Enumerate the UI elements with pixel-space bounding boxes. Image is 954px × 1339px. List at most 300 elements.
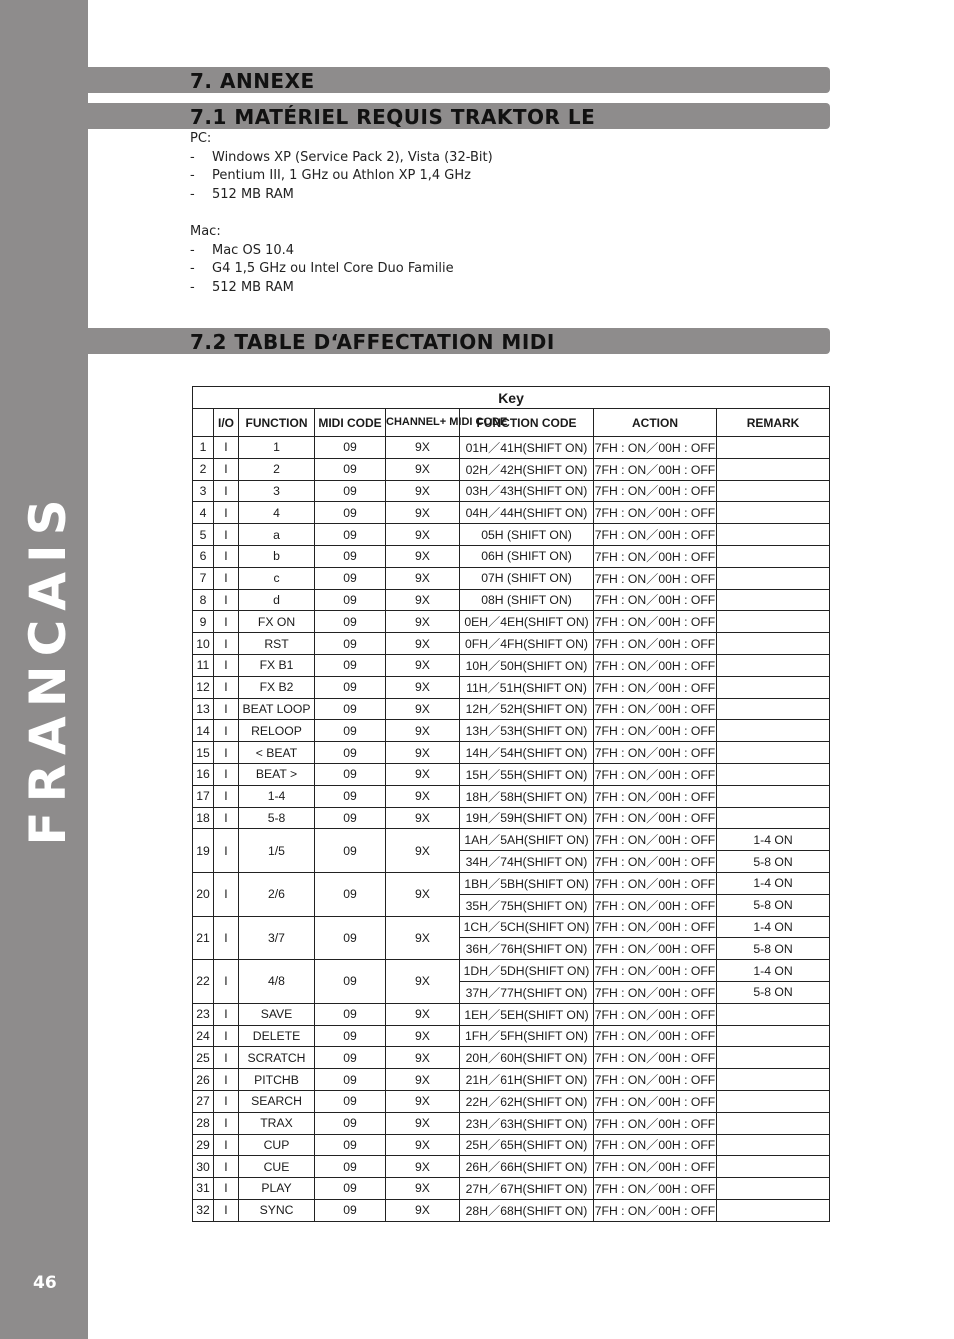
channel-code-cell: 9X — [386, 1156, 460, 1178]
midi-code-cell: 09 — [315, 480, 386, 502]
row-number-cell: 12 — [193, 676, 214, 698]
function-cell: 1/5 — [239, 829, 315, 873]
table-row — [193, 458, 830, 480]
row-number-cell: 1 — [193, 437, 214, 459]
table-header-row — [193, 409, 830, 437]
function-cell: TRAX — [239, 1112, 315, 1134]
function-code-cell: 22H／62H(SHIFT ON) — [460, 1090, 594, 1112]
table-row — [193, 524, 830, 546]
remark-cell — [717, 633, 830, 655]
remark-cell — [717, 1178, 830, 1200]
table-row — [193, 611, 830, 633]
table-row — [193, 1156, 830, 1178]
midi-code-cell: 09 — [315, 1134, 386, 1156]
action-cell: 7FH : ON／00H : OFF — [594, 829, 717, 851]
midi-code-cell: 09 — [315, 872, 386, 916]
action-cell: 7FH : ON／00H : OFF — [594, 1112, 717, 1134]
channel-code-cell: 9X — [386, 763, 460, 785]
row-number-cell: 20 — [193, 872, 214, 916]
function-code-cell: 1CH／5CH(SHIFT ON) — [460, 916, 594, 938]
io-cell: I — [214, 720, 239, 742]
function-code-cell: 11H／51H(SHIFT ON) — [460, 676, 594, 698]
remark-cell — [717, 763, 830, 785]
midi-code-cell: 09 — [315, 698, 386, 720]
function-code-cell: 27H／67H(SHIFT ON) — [460, 1178, 594, 1200]
action-cell: 7FH : ON／00H : OFF — [594, 720, 717, 742]
row-number-cell: 30 — [193, 1156, 214, 1178]
section-title: 7.2 TABLE D‘AFFECTATION MIDI — [190, 330, 555, 354]
mac-label: Mac: — [190, 224, 221, 239]
list-item: - G4 1,5 GHz ou Intel Core Duo Familie — [190, 261, 454, 277]
function-code-cell: 19H／59H(SHIFT ON) — [460, 807, 594, 829]
action-cell: 7FH : ON／00H : OFF — [594, 1199, 717, 1221]
function-cell: PITCHB — [239, 1069, 315, 1091]
midi-code-cell: 09 — [315, 545, 386, 567]
midi-code-cell: 09 — [315, 1025, 386, 1047]
remark-cell — [717, 589, 830, 611]
remark-cell: 5-8 ON — [717, 938, 830, 960]
remark-cell — [717, 611, 830, 633]
remark-cell — [717, 1047, 830, 1069]
remark-cell — [717, 545, 830, 567]
column-header: REMARK — [717, 409, 830, 437]
table-row — [193, 1069, 830, 1091]
action-cell: 7FH : ON／00H : OFF — [594, 502, 717, 524]
list-item: - Windows XP (Service Pack 2), Vista (32-Bit) — [190, 149, 493, 165]
action-cell: 7FH : ON／00H : OFF — [594, 981, 717, 1003]
remark-cell — [717, 1025, 830, 1047]
column-header: CHANNEL+ MIDI CODE — [386, 409, 460, 437]
row-number-cell: 19 — [193, 829, 214, 873]
function-cell: 4 — [239, 502, 315, 524]
function-cell: a — [239, 524, 315, 546]
list-item: - Mac OS 10.4 — [190, 242, 295, 258]
section-title: 7.1 MATÉRIEL REQUIS TRAKTOR LE — [190, 105, 596, 129]
function-code-cell: 28H／68H(SHIFT ON) — [460, 1199, 594, 1221]
row-number-cell: 3 — [193, 480, 214, 502]
midi-code-cell: 09 — [315, 1003, 386, 1025]
row-number-cell: 18 — [193, 807, 214, 829]
function-code-cell: 06H (SHIFT ON) — [460, 545, 594, 567]
action-cell: 7FH : ON／00H : OFF — [594, 1069, 717, 1091]
channel-code-cell: 9X — [386, 1178, 460, 1200]
function-cell: SEARCH — [239, 1090, 315, 1112]
channel-code-cell: 9X — [386, 829, 460, 873]
function-code-cell: 26H／66H(SHIFT ON) — [460, 1156, 594, 1178]
remark-cell — [717, 567, 830, 589]
io-cell: I — [214, 960, 239, 1004]
action-cell: 7FH : ON／00H : OFF — [594, 1134, 717, 1156]
function-code-cell: 07H (SHIFT ON) — [460, 567, 594, 589]
table-row — [193, 1047, 830, 1069]
table-row — [193, 960, 830, 982]
table-row — [193, 633, 830, 655]
row-number-cell: 32 — [193, 1199, 214, 1221]
action-cell: 7FH : ON／00H : OFF — [594, 742, 717, 764]
midi-code-cell: 09 — [315, 807, 386, 829]
remark-cell: 5-8 ON — [717, 894, 830, 916]
midi-code-cell: 09 — [315, 785, 386, 807]
pc-requirements — [190, 130, 493, 205]
io-cell: I — [214, 1003, 239, 1025]
midi-code-cell: 09 — [315, 567, 386, 589]
function-cell: DELETE — [239, 1025, 315, 1047]
channel-code-cell: 9X — [386, 589, 460, 611]
function-code-cell: 37H／77H(SHIFT ON) — [460, 981, 594, 1003]
function-cell: 1-4 — [239, 785, 315, 807]
table-row — [193, 1199, 830, 1221]
remark-cell — [717, 698, 830, 720]
table-row — [193, 437, 830, 459]
midi-code-cell: 09 — [315, 502, 386, 524]
io-cell: I — [214, 785, 239, 807]
function-cell: FX B1 — [239, 654, 315, 676]
function-cell: CUE — [239, 1156, 315, 1178]
column-header: ACTION — [594, 409, 717, 437]
remark-cell — [717, 1112, 830, 1134]
function-cell: SYNC — [239, 1199, 315, 1221]
remark-cell — [717, 1069, 830, 1091]
io-cell: I — [214, 1134, 239, 1156]
channel-code-cell: 9X — [386, 437, 460, 459]
list-item: - Pentium III, 1 GHz ou Athlon XP 1,4 GHz — [190, 168, 471, 184]
function-cell: d — [239, 589, 315, 611]
io-cell: I — [214, 1090, 239, 1112]
table-row — [193, 698, 830, 720]
function-cell: b — [239, 545, 315, 567]
channel-code-cell: 9X — [386, 916, 460, 960]
function-code-cell: 23H／63H(SHIFT ON) — [460, 1112, 594, 1134]
function-cell: RELOOP — [239, 720, 315, 742]
io-cell: I — [214, 829, 239, 873]
function-code-cell: 15H／55H(SHIFT ON) — [460, 763, 594, 785]
section-banner-midi-table — [88, 328, 830, 354]
io-cell: I — [214, 633, 239, 655]
column-header: FUNCTION — [239, 409, 315, 437]
function-code-cell: 35H／75H(SHIFT ON) — [460, 894, 594, 916]
midi-code-cell: 09 — [315, 1069, 386, 1091]
remark-cell: 5-8 ON — [717, 981, 830, 1003]
column-header: FUNCTION CODE — [460, 409, 594, 437]
language-sidebar — [0, 0, 88, 1339]
action-cell: 7FH : ON／00H : OFF — [594, 960, 717, 982]
remark-cell: 1-4 ON — [717, 829, 830, 851]
function-cell: SCRATCH — [239, 1047, 315, 1069]
io-cell: I — [214, 1025, 239, 1047]
function-cell: 1 — [239, 437, 315, 459]
channel-code-cell: 9X — [386, 1047, 460, 1069]
row-number-cell: 11 — [193, 654, 214, 676]
function-code-cell: 18H／58H(SHIFT ON) — [460, 785, 594, 807]
remark-cell: 1-4 ON — [717, 960, 830, 982]
channel-code-cell: 9X — [386, 698, 460, 720]
table-row — [193, 763, 830, 785]
remark-cell — [717, 720, 830, 742]
remark-cell — [717, 1090, 830, 1112]
midi-code-cell: 09 — [315, 916, 386, 960]
io-cell: I — [214, 1156, 239, 1178]
action-cell: 7FH : ON／00H : OFF — [594, 916, 717, 938]
remark-cell — [717, 807, 830, 829]
action-cell: 7FH : ON／00H : OFF — [594, 524, 717, 546]
channel-code-cell: 9X — [386, 611, 460, 633]
action-cell: 7FH : ON／00H : OFF — [594, 1003, 717, 1025]
section-title: 7. ANNEXE — [190, 69, 315, 93]
row-number-cell: 25 — [193, 1047, 214, 1069]
function-code-cell: 20H／60H(SHIFT ON) — [460, 1047, 594, 1069]
function-cell: BEAT > — [239, 763, 315, 785]
channel-code-cell: 9X — [386, 1025, 460, 1047]
row-number-cell: 28 — [193, 1112, 214, 1134]
row-number-cell: 26 — [193, 1069, 214, 1091]
function-cell: 5-8 — [239, 807, 315, 829]
channel-code-cell: 9X — [386, 524, 460, 546]
function-code-cell: 04H／44H(SHIFT ON) — [460, 502, 594, 524]
table-row — [193, 1112, 830, 1134]
midi-code-cell: 09 — [315, 676, 386, 698]
channel-code-cell: 9X — [386, 502, 460, 524]
function-code-cell: 12H／52H(SHIFT ON) — [460, 698, 594, 720]
channel-code-cell: 9X — [386, 1134, 460, 1156]
channel-code-cell: 9X — [386, 872, 460, 916]
function-code-cell: 1AH／5AH(SHIFT ON) — [460, 829, 594, 851]
io-cell: I — [214, 1178, 239, 1200]
function-code-cell: 1EH／5EH(SHIFT ON) — [460, 1003, 594, 1025]
io-cell: I — [214, 1069, 239, 1091]
row-number-cell: 14 — [193, 720, 214, 742]
function-code-cell: 36H／76H(SHIFT ON) — [460, 938, 594, 960]
action-cell: 7FH : ON／00H : OFF — [594, 1156, 717, 1178]
table-row — [193, 1003, 830, 1025]
action-cell: 7FH : ON／00H : OFF — [594, 480, 717, 502]
channel-code-cell: 9X — [386, 807, 460, 829]
midi-code-cell: 09 — [315, 524, 386, 546]
action-cell: 7FH : ON／00H : OFF — [594, 851, 717, 873]
function-cell: FX B2 — [239, 676, 315, 698]
function-cell: 2/6 — [239, 872, 315, 916]
remark-cell — [717, 1003, 830, 1025]
section-banner-materiel — [88, 103, 830, 129]
io-cell: I — [214, 567, 239, 589]
midi-code-cell: 09 — [315, 589, 386, 611]
table-row — [193, 829, 830, 851]
function-code-cell: 05H (SHIFT ON) — [460, 524, 594, 546]
table-row — [193, 785, 830, 807]
row-number-cell: 8 — [193, 589, 214, 611]
function-cell: < BEAT — [239, 742, 315, 764]
channel-code-cell: 9X — [386, 960, 460, 1004]
io-cell: I — [214, 524, 239, 546]
io-cell: I — [214, 611, 239, 633]
row-number-cell: 27 — [193, 1090, 214, 1112]
function-cell: 4/8 — [239, 960, 315, 1004]
io-cell: I — [214, 654, 239, 676]
channel-code-cell: 9X — [386, 480, 460, 502]
table-row — [193, 1025, 830, 1047]
io-cell: I — [214, 589, 239, 611]
channel-code-cell: 9X — [386, 676, 460, 698]
io-cell: I — [214, 458, 239, 480]
function-cell: c — [239, 567, 315, 589]
row-number-cell: 31 — [193, 1178, 214, 1200]
channel-code-cell: 9X — [386, 1090, 460, 1112]
action-cell: 7FH : ON／00H : OFF — [594, 567, 717, 589]
table-row — [193, 545, 830, 567]
table-row — [193, 742, 830, 764]
channel-code-cell: 9X — [386, 458, 460, 480]
list-item: - 512 MB RAM — [190, 187, 294, 203]
function-cell: SAVE — [239, 1003, 315, 1025]
remark-cell — [717, 742, 830, 764]
row-number-cell: 16 — [193, 763, 214, 785]
action-cell: 7FH : ON／00H : OFF — [594, 698, 717, 720]
action-cell: 7FH : ON／00H : OFF — [594, 1025, 717, 1047]
remark-cell — [717, 458, 830, 480]
action-cell: 7FH : ON／00H : OFF — [594, 437, 717, 459]
row-number-cell: 17 — [193, 785, 214, 807]
midi-code-cell: 09 — [315, 611, 386, 633]
function-code-cell: 01H／41H(SHIFT ON) — [460, 437, 594, 459]
channel-code-cell: 9X — [386, 785, 460, 807]
remark-cell: 5-8 ON — [717, 851, 830, 873]
remark-cell — [717, 1199, 830, 1221]
row-number-cell: 22 — [193, 960, 214, 1004]
midi-code-cell: 09 — [315, 654, 386, 676]
table-key-header: Key — [193, 387, 830, 409]
channel-code-cell: 9X — [386, 1112, 460, 1134]
function-code-cell: 1FH／5FH(SHIFT ON) — [460, 1025, 594, 1047]
midi-code-cell: 09 — [315, 1156, 386, 1178]
function-code-cell: 1BH／5BH(SHIFT ON) — [460, 872, 594, 894]
io-cell: I — [214, 763, 239, 785]
remark-cell: 1-4 ON — [717, 872, 830, 894]
action-cell: 7FH : ON／00H : OFF — [594, 1047, 717, 1069]
row-number-cell: 24 — [193, 1025, 214, 1047]
table-row — [193, 654, 830, 676]
midi-mapping-table — [192, 386, 830, 1222]
action-cell: 7FH : ON／00H : OFF — [594, 938, 717, 960]
row-number-cell: 10 — [193, 633, 214, 655]
table-row — [193, 1090, 830, 1112]
channel-code-cell: 9X — [386, 654, 460, 676]
row-number-cell: 4 — [193, 502, 214, 524]
function-cell: CUP — [239, 1134, 315, 1156]
action-cell: 7FH : ON／00H : OFF — [594, 654, 717, 676]
remark-cell — [717, 437, 830, 459]
row-number-cell: 23 — [193, 1003, 214, 1025]
io-cell: I — [214, 545, 239, 567]
function-code-cell: 1DH／5DH(SHIFT ON) — [460, 960, 594, 982]
channel-code-cell: 9X — [386, 545, 460, 567]
list-item: - 512 MB RAM — [190, 280, 294, 296]
remark-cell — [717, 502, 830, 524]
remark-cell — [717, 785, 830, 807]
midi-code-cell: 09 — [315, 763, 386, 785]
row-number-cell: 21 — [193, 916, 214, 960]
row-number-cell: 29 — [193, 1134, 214, 1156]
midi-code-cell: 09 — [315, 1199, 386, 1221]
action-cell: 7FH : ON／00H : OFF — [594, 589, 717, 611]
midi-code-cell: 09 — [315, 437, 386, 459]
row-number-cell: 6 — [193, 545, 214, 567]
function-cell: 3 — [239, 480, 315, 502]
action-cell: 7FH : ON／00H : OFF — [594, 1178, 717, 1200]
row-number-cell: 7 — [193, 567, 214, 589]
midi-code-cell: 09 — [315, 1090, 386, 1112]
table-row — [193, 1178, 830, 1200]
midi-code-cell: 09 — [315, 1047, 386, 1069]
action-cell: 7FH : ON／00H : OFF — [594, 872, 717, 894]
table-row — [193, 720, 830, 742]
function-code-cell: 21H／61H(SHIFT ON) — [460, 1069, 594, 1091]
column-header: I/O — [214, 409, 239, 437]
io-cell: I — [214, 502, 239, 524]
channel-code-cell: 9X — [386, 567, 460, 589]
table-row — [193, 807, 830, 829]
function-code-cell: 08H (SHIFT ON) — [460, 589, 594, 611]
row-number-cell: 5 — [193, 524, 214, 546]
table-row — [193, 589, 830, 611]
action-cell: 7FH : ON／00H : OFF — [594, 633, 717, 655]
function-cell: 2 — [239, 458, 315, 480]
remark-cell — [717, 1134, 830, 1156]
row-number-cell: 2 — [193, 458, 214, 480]
io-cell: I — [214, 676, 239, 698]
table-row — [193, 1134, 830, 1156]
remark-cell — [717, 654, 830, 676]
table-row — [193, 480, 830, 502]
action-cell: 7FH : ON／00H : OFF — [594, 458, 717, 480]
section-banner-annexe — [88, 67, 830, 93]
function-code-cell: 10H／50H(SHIFT ON) — [460, 654, 594, 676]
action-cell: 7FH : ON／00H : OFF — [594, 763, 717, 785]
function-cell: 3/7 — [239, 916, 315, 960]
io-cell: I — [214, 1047, 239, 1069]
remark-cell — [717, 524, 830, 546]
function-code-cell: 25H／65H(SHIFT ON) — [460, 1134, 594, 1156]
channel-code-cell: 9X — [386, 1003, 460, 1025]
io-cell: I — [214, 916, 239, 960]
io-cell: I — [214, 1199, 239, 1221]
midi-code-cell: 09 — [315, 829, 386, 873]
midi-code-cell: 09 — [315, 720, 386, 742]
column-header — [193, 409, 214, 437]
function-code-cell: 0FH／4FH(SHIFT ON) — [460, 633, 594, 655]
io-cell: I — [214, 807, 239, 829]
table-row — [193, 916, 830, 938]
row-number-cell: 9 — [193, 611, 214, 633]
function-code-cell: 14H／54H(SHIFT ON) — [460, 742, 594, 764]
action-cell: 7FH : ON／00H : OFF — [594, 807, 717, 829]
io-cell: I — [214, 872, 239, 916]
table-row — [193, 502, 830, 524]
row-number-cell: 13 — [193, 698, 214, 720]
channel-code-cell: 9X — [386, 1069, 460, 1091]
function-cell: RST — [239, 633, 315, 655]
io-cell: I — [214, 437, 239, 459]
function-code-cell: 02H／42H(SHIFT ON) — [460, 458, 594, 480]
midi-code-cell: 09 — [315, 633, 386, 655]
midi-code-cell: 09 — [315, 458, 386, 480]
column-header: MIDI CODE — [315, 409, 386, 437]
action-cell: 7FH : ON／00H : OFF — [594, 785, 717, 807]
midi-code-cell: 09 — [315, 1112, 386, 1134]
remark-cell — [717, 1156, 830, 1178]
action-cell: 7FH : ON／00H : OFF — [594, 894, 717, 916]
mac-requirements — [190, 223, 454, 298]
midi-code-cell: 09 — [315, 742, 386, 764]
channel-code-cell: 9X — [386, 633, 460, 655]
